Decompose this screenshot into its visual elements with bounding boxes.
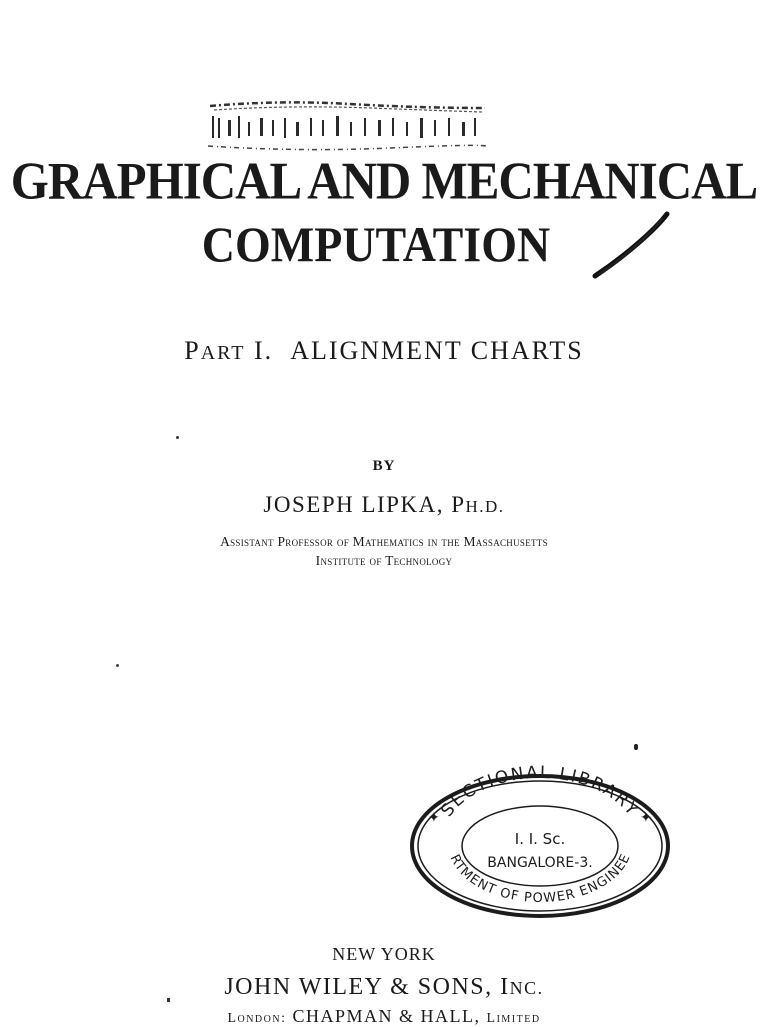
speck bbox=[634, 744, 638, 750]
slash-mark-graphic bbox=[585, 208, 675, 283]
library-seal-graphic bbox=[404, 760, 676, 920]
seal-bottom-text: RTMENT OF POWER ENGINEE bbox=[446, 851, 634, 907]
book-title-line1: GRAPHICAL AND MECHANICAL bbox=[10, 150, 758, 211]
seal-star-left: ✦ bbox=[428, 810, 440, 826]
seal-star-right: ✦ bbox=[640, 810, 652, 826]
affiliation-text-1: Assistant Professor of Mathematics in the Massachusetts bbox=[220, 534, 548, 549]
publisher-suffix-cap: I bbox=[500, 974, 510, 1000]
library-seal-stamp bbox=[404, 760, 676, 920]
book-title-line2: COMPUTATION bbox=[201, 216, 551, 273]
speck bbox=[167, 998, 170, 1002]
author-degree-rest: H.D. bbox=[465, 497, 505, 516]
stamp-smudge-graphic bbox=[200, 96, 490, 156]
author-affiliation-line1 bbox=[0, 534, 768, 550]
part-title: ALIGNMENT CHARTS bbox=[290, 336, 584, 365]
london-publisher: CHAPMAN & HALL, bbox=[292, 1006, 481, 1026]
obscured-library-stamp bbox=[200, 96, 490, 156]
seal-center-line2: BANGALORE-3. bbox=[487, 855, 593, 871]
affiliation-text-2: Institute of Technology bbox=[315, 553, 453, 568]
by-label: BY bbox=[372, 458, 396, 474]
part-label-cap: P bbox=[184, 336, 201, 365]
publisher-line bbox=[0, 974, 768, 1001]
london-label: London: bbox=[227, 1011, 287, 1026]
publication-city: NEW YORK bbox=[332, 944, 436, 964]
part-label-rest: ART bbox=[200, 342, 246, 364]
author-line bbox=[0, 492, 768, 518]
london-suffix: Limited bbox=[486, 1011, 541, 1026]
speck bbox=[116, 664, 119, 667]
seal-top-text: SECTIONAL LIBRARY bbox=[437, 762, 643, 821]
author-name: JOSEPH LIPKA, bbox=[263, 492, 444, 517]
speck bbox=[176, 436, 179, 439]
svg-text:SECTIONAL LIBRARY bbox=[437, 763, 643, 821]
part-number: I. bbox=[254, 336, 274, 365]
part-heading bbox=[0, 336, 768, 366]
author-affiliation-line2 bbox=[0, 553, 768, 569]
pen-slash-mark bbox=[585, 208, 675, 283]
publisher-suffix-rest: NC. bbox=[509, 978, 544, 998]
seal-center-line1: I. I. Sc. bbox=[514, 830, 566, 848]
publisher-name: JOHN WILEY & SONS, bbox=[224, 974, 493, 1000]
author-degree-cap: P bbox=[451, 492, 466, 517]
